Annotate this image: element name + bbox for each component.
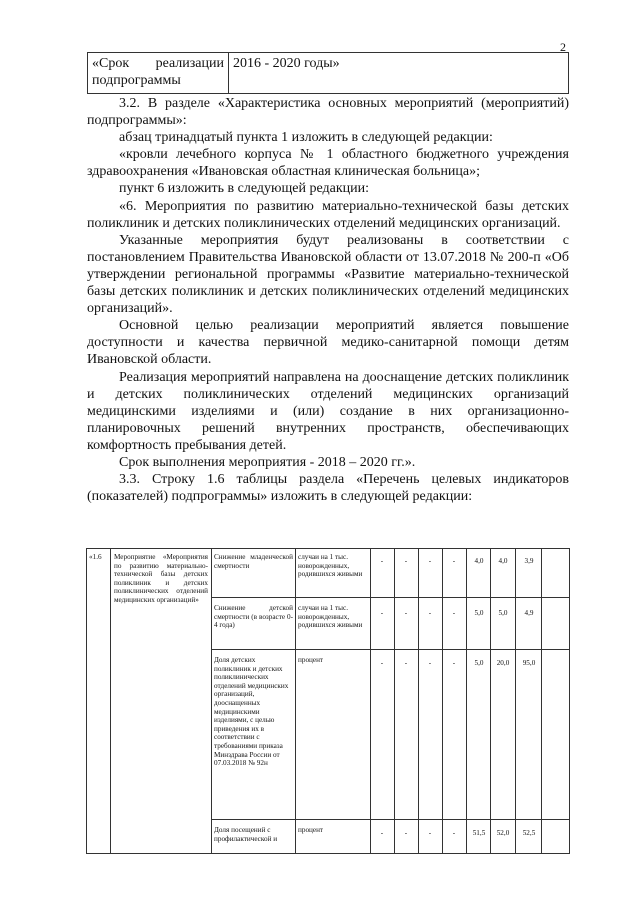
paragraph-krovli: «кровли лечебного корпуса № 1 областного бюджетного учреждения здравоохранения «Ивановская областная клиническая больница»; bbox=[87, 147, 569, 180]
table-vline bbox=[515, 549, 516, 853]
value-2015: - bbox=[404, 659, 408, 667]
table-hline bbox=[211, 597, 569, 598]
period-value: 2016 - 2020 годы» bbox=[233, 56, 340, 71]
period-divider bbox=[228, 53, 229, 93]
table-hline bbox=[211, 819, 569, 820]
row-number: «1.6 bbox=[89, 553, 102, 561]
value-2017: - bbox=[452, 829, 456, 837]
value-2017: - bbox=[452, 659, 456, 667]
value-2015: - bbox=[404, 609, 408, 617]
value-2019: 20,0 bbox=[496, 659, 510, 667]
measure-name: Мероприятие «Мероприятия по развитию материально-технической базы детских поликлиник и детских поликлинических отделений медицинских организаций» bbox=[114, 553, 208, 604]
value-2016: - bbox=[428, 557, 432, 565]
value-2014: - bbox=[380, 659, 384, 667]
value-2017: - bbox=[452, 609, 456, 617]
table-vline bbox=[418, 549, 419, 853]
table-vline bbox=[490, 549, 491, 853]
unit-child-mortality: случаи на 1 тыс. новорожденных, родившихся живыми bbox=[298, 604, 363, 630]
paragraph-deadline: Срок выполнения мероприятия - 2018 – 2020 гг.». bbox=[119, 454, 416, 470]
value-2014: - bbox=[380, 829, 384, 837]
value-2020: 52,5 bbox=[522, 829, 536, 837]
value-2017: - bbox=[452, 557, 456, 565]
table-vline bbox=[370, 549, 371, 853]
value-2016: - bbox=[428, 609, 432, 617]
table-vline bbox=[211, 549, 212, 853]
table-hline bbox=[211, 649, 569, 650]
value-2015: - bbox=[404, 557, 408, 565]
value-2019: 52,0 bbox=[496, 829, 510, 837]
paragraph-implementation: Реализация мероприятий направлена на дооснащение детских поликлиник и детских поликлинических отделений медицинских организаций медицинскими изделиями и (или) создание в них организационно-планировочных решений внутренних пространств, обеспечивающих комфортность пребывания детей. bbox=[87, 369, 569, 453]
paragraph-goal: Основной целью реализации мероприятий является повышение доступности и качества первичной медико-санитарной помощи детям Ивановской области. bbox=[87, 318, 569, 368]
indicator-child-mortality: Снижение детской смертности (в возрасте 0-4 года) bbox=[214, 604, 293, 630]
paragraph-item-6: «6. Мероприятия по развитию материально-технической базы детских поликлиник и детских поликлинических отделений медицинских организаций. bbox=[87, 198, 569, 231]
period-label: «Срок реализации подпрограммы bbox=[92, 56, 224, 88]
page-number: 2 bbox=[560, 40, 566, 54]
value-2014: - bbox=[380, 557, 384, 565]
table-vline bbox=[394, 549, 395, 853]
value-2018: 5,0 bbox=[474, 659, 484, 667]
period-box bbox=[87, 52, 569, 94]
indicator-prevention-visits: Доля посещений с профилактической и bbox=[214, 826, 278, 843]
table-vline bbox=[442, 549, 443, 853]
value-2019: 4,0 bbox=[498, 557, 508, 565]
unit-prevention-visits: процент bbox=[298, 826, 324, 834]
value-2020: 4,9 bbox=[524, 609, 534, 617]
paragraph-3-2: 3.2. В разделе «Характеристика основных мероприятий (мероприятий) подпрограммы»: bbox=[87, 96, 569, 129]
value-2015: - bbox=[404, 829, 408, 837]
value-2014: - bbox=[380, 609, 384, 617]
indicator-table bbox=[86, 548, 570, 854]
indicator-infant-mortality: Снижение младенческой смертности bbox=[214, 553, 293, 570]
paragraph-3-3: 3.3. Строку 1.6 таблицы раздела «Перечень целевых индикаторов (показателей) подпрограммы» изложить в следующей редакции: bbox=[87, 472, 569, 505]
body-text bbox=[87, 95, 569, 505]
paragraph-abzac: абзац тринадцатый пункта 1 изложить в следующей редакции: bbox=[119, 130, 493, 146]
table-vline bbox=[466, 549, 467, 853]
unit-infant-mortality: случаи на 1 тыс. новорожденных, родившихся живыми bbox=[298, 553, 363, 579]
unit-equipped-share: процент bbox=[298, 656, 324, 664]
value-2020: 3,9 bbox=[524, 557, 534, 565]
value-2018: 5,0 bbox=[474, 609, 484, 617]
indicator-equipped-share: Доля детских поликлиник и детских поликлинических отделений медицинских организаций, дооснащенных медицинскими изделиями, с целью приведения их в соответствии с требованиями приказа Минздрава России от 07.03.2018 № 92н bbox=[214, 656, 289, 768]
value-2020: 95,0 bbox=[522, 659, 536, 667]
table-vline bbox=[295, 549, 296, 853]
table-vline bbox=[541, 549, 542, 853]
value-2016: - bbox=[428, 829, 432, 837]
table-vline bbox=[110, 549, 111, 853]
paragraph-resolution: Указанные мероприятия будут реализованы в соответствии с постановлением Правительства Ивановской области от 13.07.2018 № 200-п «Об утверждении региональной программы «Развитие материально-технической базы детских поликлиник и детских поликлинических отделений медицинских организаций». bbox=[87, 232, 569, 317]
value-2016: - bbox=[428, 659, 432, 667]
value-2019: 5,0 bbox=[498, 609, 508, 617]
paragraph-punkt-6: пункт 6 изложить в следующей редакции: bbox=[119, 181, 369, 197]
value-2018: 51,5 bbox=[472, 829, 486, 837]
value-2018: 4,0 bbox=[474, 557, 484, 565]
